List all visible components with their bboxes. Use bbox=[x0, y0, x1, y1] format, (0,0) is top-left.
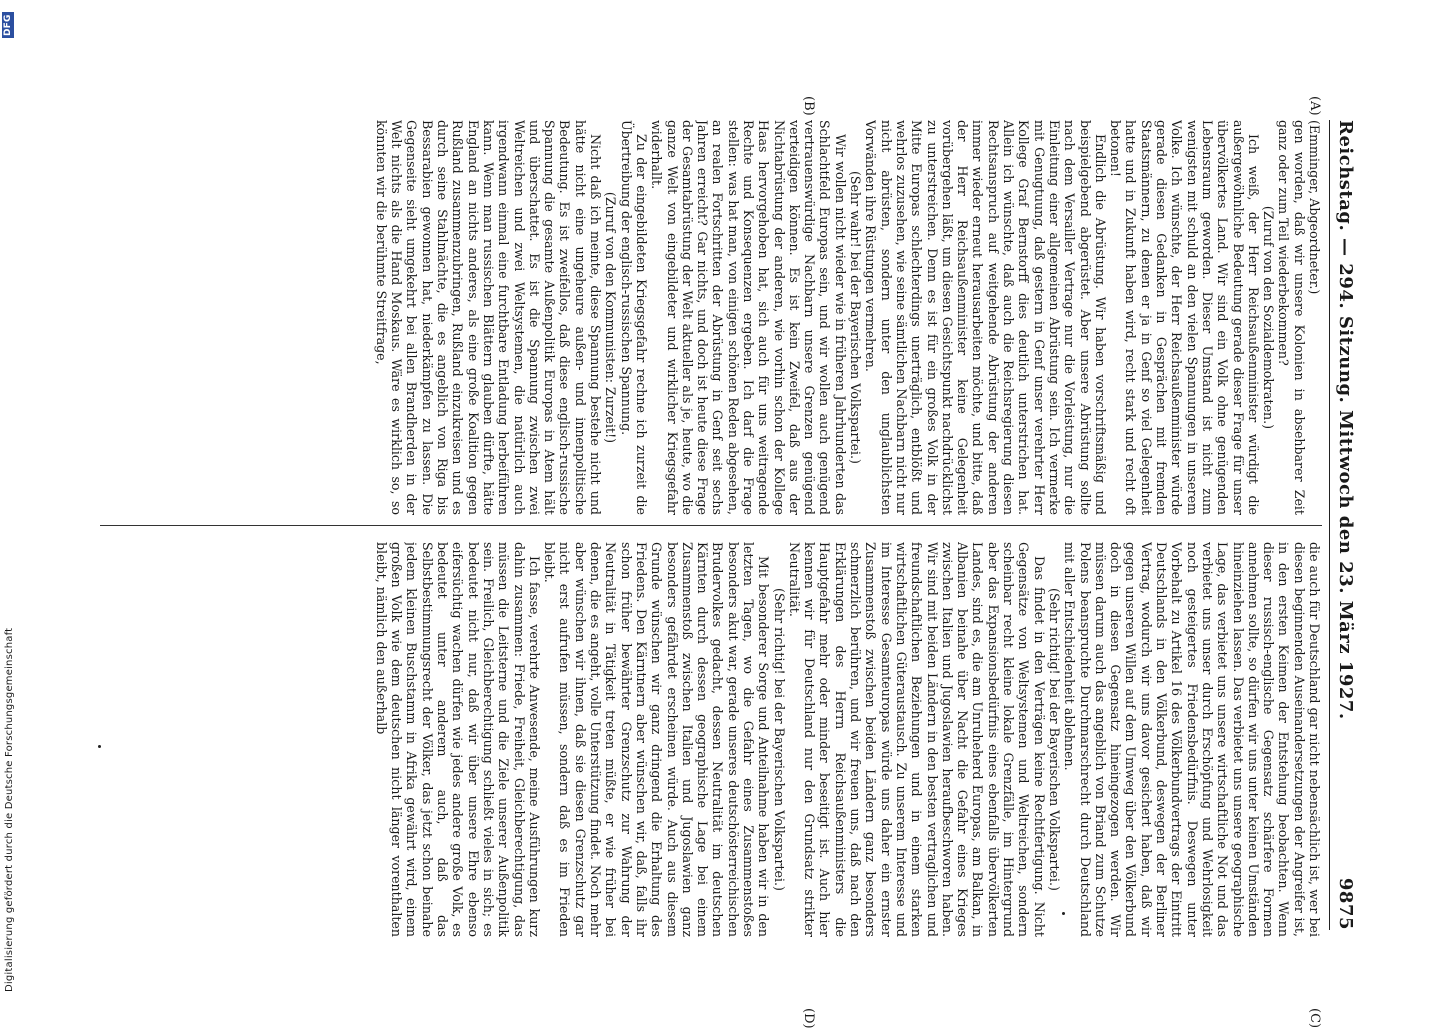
header-rule bbox=[1329, 120, 1330, 930]
right-text-column bbox=[100, 542, 1322, 937]
interjection: (Zuruf von den Kommunisten: Zurzeit!) bbox=[603, 191, 619, 444]
interjection: (Zuruf von den Sozialdemokraten.) bbox=[1261, 205, 1277, 430]
interjection: (Sehr wahr! bei der Bayerischen Volkspartei.) bbox=[848, 171, 864, 464]
paragraph: Ich weiß, der Herr Reichsaußenminister würdigt die außergewöhnliche Bedeutung gerade dieser Frage für unser übervölkertes Land. Wir sind ein Volk ohne genügenden Lebensraum geworden. Dieser Umstand ist nicht zum wenigsten mit schuld an den vielen Spannungen in unserem Volke. Ich wünschte, der Herr Reichsaußenminister würde gerade diesen Gedanken in Gesprächen mit fremden Staatsmännern, zu denen er ja in Genf so viel Gelegenheit hatte und in Zukunft haben wird, recht stark und recht oft betonen! bbox=[1108, 120, 1261, 515]
paragraph: Nicht daß ich meinte, diese Spannung bestehe nicht und hätte nicht eine ungeheure außen- und innenpolitische Bedeutung. Es ist zweifellos, daß diese englisch-russische Spannung die gesamte Außenpolitik Europas in Atem hält und überschattet. Es ist die Spannung zwischen zwei Weltreichen und zwei Weltsystemen, die natürlich auch irgendwann einmal eine furchtbare Entladung herbeiführen kann. Wenn man russischen Blättern glauben dürfte, hätte England an nichts anderes, als eine große Koalition gegen Rußland zusammenzubringen, Rußland einzukreisen und es durch seine Stahlmächte, die es angeblich von Riga bis Bessarabien gewonnen hat, niederkämpfen zu lassen. Die Gegenseite sieht umgekehrt bei allen Brandherden in der Welt nichts als die Hand Moskaus. Wäre es wirklich so, so könnten wir die berühmte Streitfrage, bbox=[373, 120, 604, 515]
interjection: (Sehr richtig! bei der Bayerischen Volkspartei.) bbox=[771, 588, 787, 891]
paragraph: Wir wollen nicht wieder wie in früheren Jahrhunderten das Schlachtfeld Europas sein, und wir wollen auch genügend vertrauenswürdige Nachbarn unsere Grenzen genügend verteidigen können. Es ist kein Zweifel, daß aus der Nichtabrüstung der anderen, wie vorhin schon der Kollege Haas hervorgehoben hat, sich auch für uns weitragende Rechte und Konsequenzen ergeben. Ich darf die Frage stellen: was hat man, von einigen schönen Reden abgesehen, an realen Fortschritten der Abrüstung in Genf seit sechs Jahren erreicht? Gar nichts, und doch ist heute diese Frage der Gesamtabrüstung der Welt aktueller als je, heute, wo die ganze Welt von eingebildeter und wirklicher Kriegsgefahr widerhallt. bbox=[649, 120, 848, 515]
scan-speck bbox=[1062, 912, 1065, 915]
paragraph: Endlich die Abrüstung. Wir haben vorschriftsmäßig und beispielgebend abgerüstet. Aber unsere Abrüstung sollte nach dem Versailler Vertrage nur die Vorleistung, nur die Einleitung einer allgemeinen Abrüstung sein. Ich vermerke mit Genugtuung, daß gestern in Genf unser verehrter Herr Kollege Graf Bernstorff dies deutlich unterstrichen hat. Allein ich wünschte, daß auch die Reichsregierung diesen Rechtsanspruch auf weitgehende Abrüstung der anderen immer wieder erneut herausarbeiten möchte, und bitte, daß der Herr Reichsaußenminister keine Gelegenheit vorübergehen läßt, um diesen Gesichtspunkt nachdrücklichst zu unterstreichen. Denn es ist für ein großes Volk in der Mitte Europas schlechterdings unerträglich, entblößt und wehrlos zuzusehen, wie seine sämtlichen Nachbarn nicht nur nicht abrüsten, sondern unter den unglaublichsten Vorwänden ihre Rüstungen vermehren. bbox=[863, 120, 1108, 515]
left-text-column bbox=[100, 120, 1322, 515]
paragraph: Mit besonderer Sorge und Anteilnahme haben wir in den letzten Tagen, wo die Gefahr eines Zusammenstoßes besonders akut war, gerade unseres deutschösterreichischen Brudervolkes gedacht, dessen Neutralität im deutschen Kärnten durch dessen geographische Lage bei einem Zusammenstoß zwischen Italien und Jugoslawien ganz besonders gefährdet erscheinen würde. Auch aus diesem Grunde wünschen wir ganz dringend die Erhaltung des Friedens. Den Kärntnern aber wünschen wir, daß, falls ihr schon früher bewährter Grenzschutz zur Wahrung der Neutralität in Tätigkeit treten müßte, er wie früher bei denen, die es angeht, volle Unterstützung findet. Noch mehr aber wünschen wir ihnen, daß sie diesen Grenzschutz gar nicht erst aufrufen müssen, sondern daß es im Frieden bleibt. bbox=[542, 542, 772, 937]
credit-text: Digitalisierung gefördert durch die Deutsche Forschungsgemeinschaft bbox=[4, 627, 15, 992]
column-divider bbox=[100, 525, 1322, 526]
paragraph: Das findet in den Verträgen keine Rechtfertigung. Nicht Gegensätze von Weltsystemen und Weltreichen, sondern scheinbar recht kleine lokale Grenzfälle, im Hintergrund aber das Expansionsbedürfnis eines ebenfalls übervölkerten Landes, sind es, die am Unruheherd Europas, am Balkan, in Albanien beinahe über Nacht die Gefahr eines Krieges zwischen Italien und Jugoslawien heraufbeschworen haben. Wir sind mit beiden Ländern in den besten vertraglichen und freundschaftlichen Beziehungen und in einem starken wirtschaftlichen Güteraustausch. Zu unserem Interesse und im Interesse Gesamteuropas würde uns daher ein ernster Zusammenstoß zwischen beiden Ländern ganz besonders schmerzlich berühren, und wir freuen uns, daß nach den Erklärungen des Herrn Reichsaußenministers die Hauptgefahr mehr oder minder beseitigt ist. Auch hier kennen wir für Deutschland nur den Grundsatz strikter Neutralität. bbox=[786, 542, 1047, 937]
running-header bbox=[1332, 120, 1356, 930]
margin-marker-a: (A) bbox=[1307, 96, 1322, 116]
dfg-logo: DFG bbox=[3, 14, 13, 36]
paragraph: die auch für Deutschland gar nicht nebensächlich ist, wer bei diesen beginnenden Auseinandersetzungen der Angreifer ist, in den ersten Keimen der Entstehung beobachten. Wenn dieser russisch-englische Gegensatz schärfere Formen annehmen sollte, so dürfen wir uns unter keinen Umständen hineinziehen lassen. Das verbietet uns unsere geographische Lage, das verbietet uns unsere wirtschaftliche Not und das verbietet uns unser durch Erschöpfung und Wehrlosigkeit noch gesteigertes Friedensbedürfnis. Deswegen unter Vorbehalt zu Artikel 16 des Völkerbundvertrags der Eintritt Deutschlands in den Völkerbund, deswegen der Berliner Vertrag, wodurch wir uns davor gesichert haben, daß wir gegen unseren Willen auf dem Umweg über den Völkerbund doch in diesen Gegensatz hineingezogen werden. Wir müssen darum auch das angeblich von Briand zum Schutze Polens beanspruchte Durchmarschrecht durch Deutschland mit aller Entschiedenheit ablehnen. bbox=[1062, 542, 1322, 937]
margin-marker-c: (C) bbox=[1307, 1008, 1322, 1029]
margin-marker-d: (D) bbox=[801, 1008, 816, 1029]
margin-marker-b: (B) bbox=[801, 96, 816, 116]
paragraph: gen worden, daß wir unsere Kolonien in absehbarer Zeit ganz oder zum Teil wiederbekommen? bbox=[1276, 120, 1307, 515]
digitization-credit bbox=[0, 0, 20, 1000]
scan-speck bbox=[98, 745, 101, 748]
paragraph: (Emminger, Abgeordneter.) bbox=[1307, 120, 1322, 295]
paragraph: Zu der eingebildeten Kriegsgefahr rechne ich zurzeit die Übertreibung der englisch-russischen Spannung. bbox=[618, 120, 649, 515]
page-number: 9875 bbox=[1335, 877, 1356, 930]
interjection: (Sehr richtig! bei der Bayerischen Volkspartei.) bbox=[1046, 588, 1062, 891]
paragraph: Ich fasse, verehrte Anwesende, meine Ausführungen kurz dahin zusammen: Friede, Freiheit, Gleichberechtigung, das müssen die Leitsterne und die Ziele unserer Außenpolitik sein. Freilich, Gleichberechtigung schließt vieles in sich; es bedeutet nicht nur, daß wir über unsere Ehre ebenso eifersüchtig wachen dürfen wie jedes andere große Volk, es bedeutet unter anderem auch, daß das Selbstbestimmungsrecht der Völker, das jetzt schon beinahe jedem kleinen Buschstamm in Afrika gewährt wird, einem großen Volk wie dem deutschen nicht länger vorenthalten bleibt, nämlich den außerhalb bbox=[373, 542, 542, 937]
running-head: Reichstag. — 294. Sitzung. Mittwoch den 23. März 1927. bbox=[1335, 120, 1356, 720]
rotated-page bbox=[20, 0, 1434, 1029]
